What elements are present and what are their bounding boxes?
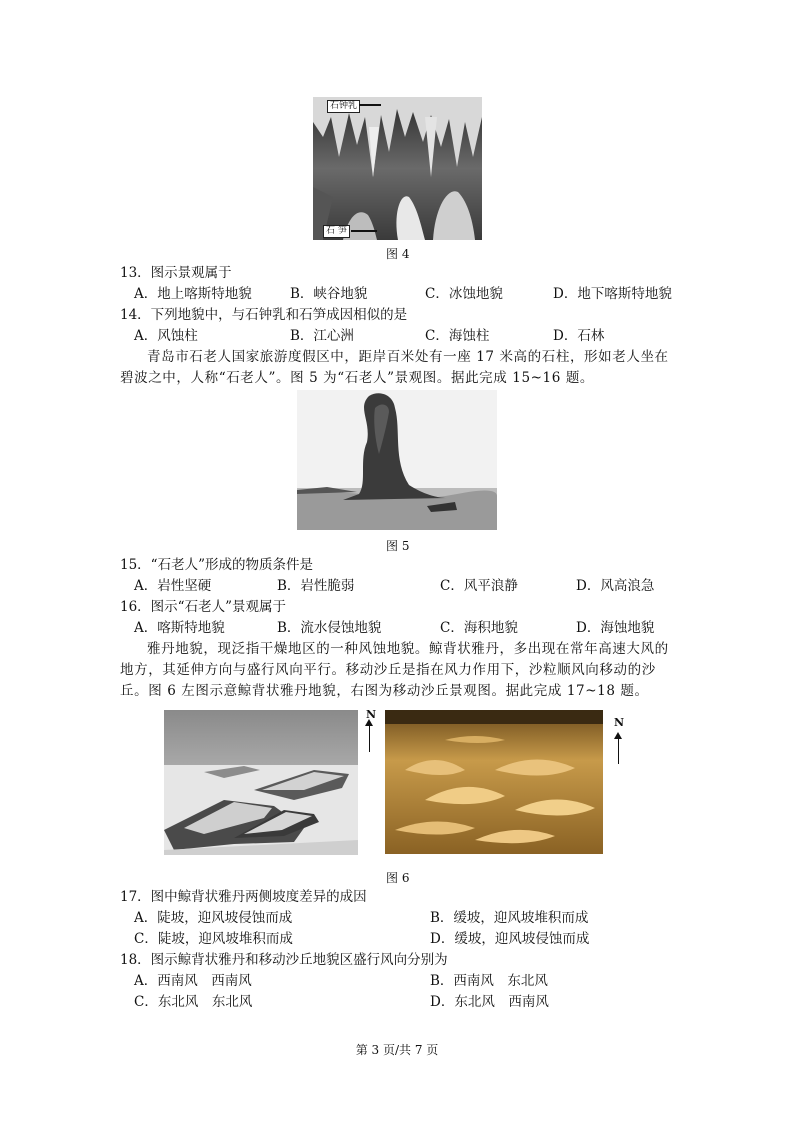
stalagmite-label: 石 笋 (323, 225, 350, 238)
q17-option-d: D．缓坡，迎风坡侵蚀而成 (430, 931, 590, 947)
figure-4-caption: 图 4 (386, 247, 410, 261)
q16-option-b: B．流水侵蚀地貌 (277, 620, 382, 636)
q15-option-d: D．风高浪急 (576, 578, 655, 594)
north-arrow-left-icon (369, 722, 370, 752)
q18-option-d: D．东北风 西南风 (430, 994, 549, 1010)
q15-option-c: C．风平浪静 (440, 578, 518, 594)
stalactite-arrow-icon (359, 104, 381, 106)
page-footer: 第 3 页/共 7 页 (355, 1043, 439, 1057)
q18-option-a: A．西南风 西南风 (134, 973, 252, 989)
q14-option-c: C．海蚀柱 (425, 328, 490, 344)
q13-stem: 13．图示景观属于 (120, 265, 232, 281)
q17-option-b: B．缓坡，迎风坡堆积而成 (430, 910, 589, 926)
north-arrow-left-head-icon (365, 719, 373, 726)
q16-option-c: C．海积地貌 (440, 620, 518, 636)
q13-option-a: A．地上喀斯特地貌 (134, 286, 252, 302)
north-label-right: N (614, 716, 625, 729)
north-arrow-right-icon (618, 736, 619, 764)
q17-option-c: C．陡坡，迎风坡堆积而成 (134, 931, 293, 947)
q13-option-d: D．地下喀斯特地貌 (553, 286, 672, 302)
figure-6-dunes-image (385, 710, 603, 854)
figure-6-caption: 图 6 (386, 871, 410, 885)
q15-option-b: B．岩性脆弱 (277, 578, 355, 594)
stalagmite-arrow-icon (351, 230, 377, 232)
q14-option-a: A．风蚀柱 (134, 328, 198, 344)
q16-option-d: D．海蚀地貌 (576, 620, 655, 636)
intro-paragraph-17-18: 雅丹地貌，现泛指干燥地区的一种风蚀地貌。鲸背状雅丹，多出现在常年高速大风的地方，其延伸方向与盛行风向平行。移动沙丘是指在风力作用下，沙粒顺风向移动的沙丘。图 6 左图示意鲸背状雅丹地貌，右图为移动沙丘景观图。据此完成 17~18 题。 (120, 641, 669, 699)
north-label-left: N (366, 708, 377, 721)
figure-6-yardang-image (164, 710, 358, 855)
q14-stem: 14．下列地貌中，与石钟乳和石笋成因相似的是 (120, 307, 408, 323)
north-arrow-right-head-icon (614, 732, 622, 739)
q16-stem: 16．图示“石老人”景观属于 (120, 599, 286, 615)
stalactite-label: 石钟乳 (327, 100, 360, 113)
q13-option-b: B．峡谷地貌 (290, 286, 368, 302)
figure-4-cave-image (313, 97, 482, 240)
q18-option-b: B．西南风 东北风 (430, 973, 548, 989)
intro-paragraph-15-16: 青岛市石老人国家旅游度假区中，距岸百米处有一座 17 米高的石柱，形如老人坐在碧波之中，人称“石老人”。图 5 为“石老人”景观图。据此完成 15~16 题。 (120, 349, 669, 386)
q18-option-c: C．东北风 东北风 (134, 994, 253, 1010)
figure-5-sea-stack-image (297, 390, 497, 530)
figure-5-caption: 图 5 (386, 539, 410, 553)
q16-option-a: A．喀斯特地貌 (134, 620, 225, 636)
q14-option-b: B．江心洲 (290, 328, 354, 344)
q13-option-c: C．冰蚀地貌 (425, 286, 503, 302)
q15-option-a: A．岩性坚硬 (134, 578, 212, 594)
q14-option-d: D．石林 (553, 328, 605, 344)
q17-option-a: A．陡坡，迎风坡侵蚀而成 (134, 910, 293, 926)
q18-stem: 18．图示鲸背状雅丹和移动沙丘地貌区盛行风向分别为 (120, 952, 448, 968)
q17-stem: 17．图中鲸背状雅丹两侧坡度差异的成因 (120, 889, 367, 905)
q15-stem: 15．“石老人”形成的物质条件是 (120, 557, 313, 573)
